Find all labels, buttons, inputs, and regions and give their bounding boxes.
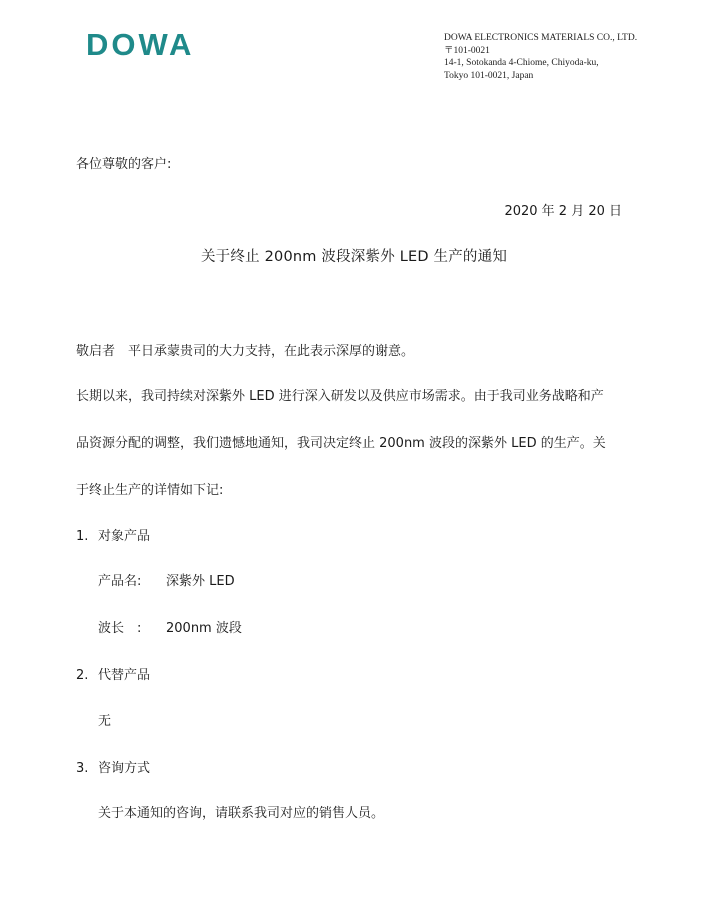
item-1-number: 1. (76, 529, 89, 544)
item-1-heading: 对象产品 (98, 529, 151, 544)
wavelength-label: 波长 : (98, 621, 142, 636)
company-address-line-1: 14-1, Sotokanda 4-Chiome, Chiyoda-ku, (444, 58, 599, 68)
body-line-2: 品资源分配的调整，我们遗憾地通知，我司决定终止 200nm 波段的深紫外 LED 的生产。关 (76, 436, 606, 451)
item-2-number: 2. (76, 668, 89, 683)
item-2-text: 无 (98, 714, 112, 729)
item-3-number: 3. (76, 761, 89, 776)
product-name-label: 产品名: (98, 574, 142, 589)
dowa-logo (86, 28, 246, 62)
dowa-logo-graphic (86, 28, 246, 62)
wavelength-value: 200nm 波段 (166, 621, 242, 636)
item-3-heading: 咨询方式 (98, 761, 151, 776)
item-3-text: 关于本通知的咨询，请联系我司对应的销售人员。 (98, 806, 385, 821)
company-name: DOWA ELECTRONICS MATERIALS CO., LTD. (444, 33, 638, 43)
letter-title: 关于终止 200nm 波段深紫外 LED 生产的通知 (200, 249, 508, 265)
letter-date: 2020 年 2 月 20 日 (504, 204, 622, 219)
item-2-heading: 代替产品 (98, 668, 151, 683)
company-address-line-2: Tokyo 101-0021, Japan (444, 70, 534, 81)
salutation: 各位尊敬的客户: (76, 157, 172, 172)
company-postal-code: 〒101-0021 (444, 45, 490, 56)
product-name-value: 深紫外 LED (166, 574, 235, 589)
greeting-line: 敬启者 平日承蒙贵司的大力支持，在此表示深厚的谢意。 (76, 344, 415, 359)
body-line-1: 长期以来，我司持续对深紫外 LED 进行深入研发以及供应市场需求。由于我司业务战略和产 (76, 389, 604, 404)
logo-text: DOWA (86, 28, 195, 62)
company-address-block (444, 32, 694, 82)
body-line-3: 于终止生产的详情如下记: (76, 483, 224, 498)
